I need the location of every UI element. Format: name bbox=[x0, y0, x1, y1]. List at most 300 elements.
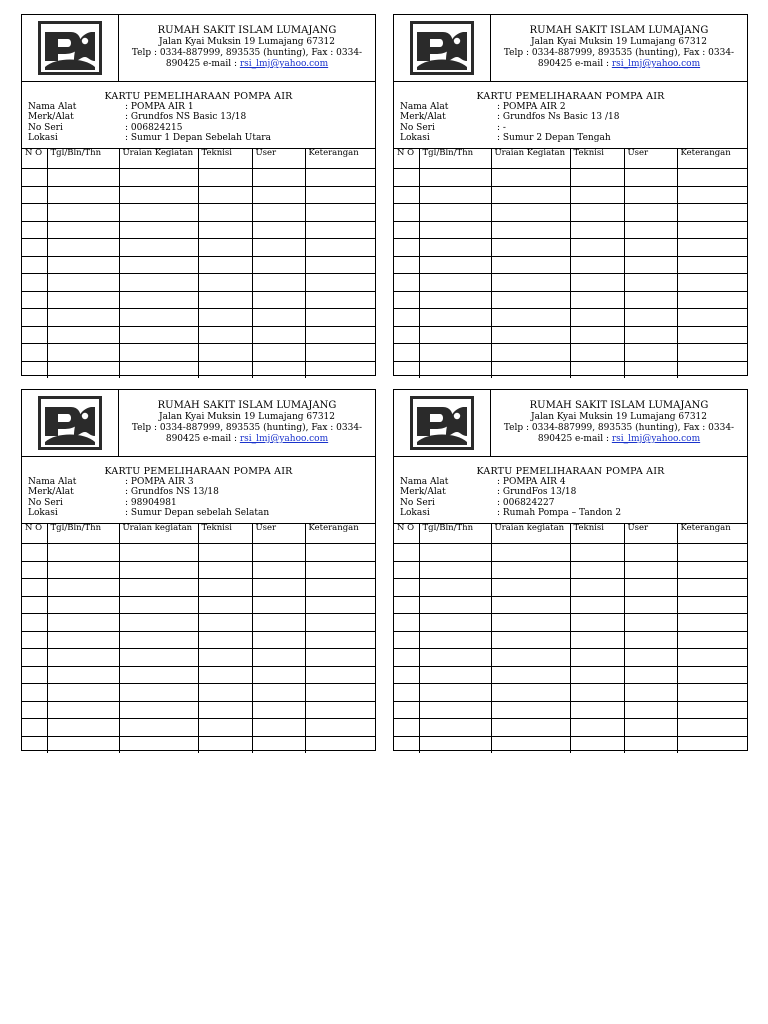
email-link[interactable]: rsi_lmj@yahoo.com bbox=[239, 59, 329, 69]
table-cell[interactable] bbox=[624, 631, 677, 649]
table-cell[interactable] bbox=[570, 221, 624, 239]
table-cell[interactable] bbox=[394, 684, 419, 702]
table-cell[interactable] bbox=[22, 649, 47, 667]
table-row bbox=[22, 631, 375, 649]
table-cell[interactable] bbox=[624, 344, 677, 362]
table-cell[interactable] bbox=[305, 596, 375, 614]
table-cell[interactable] bbox=[119, 204, 198, 222]
table-cell[interactable] bbox=[47, 169, 119, 187]
table-cell[interactable] bbox=[47, 256, 119, 274]
table-cell[interactable] bbox=[491, 221, 570, 239]
table-cell[interactable] bbox=[22, 221, 47, 239]
table-cell[interactable] bbox=[22, 309, 47, 327]
table-cell[interactable] bbox=[252, 204, 305, 222]
table-cell[interactable] bbox=[491, 326, 570, 344]
table-cell[interactable] bbox=[419, 291, 491, 309]
table-cell[interactable] bbox=[419, 719, 491, 737]
table-cell[interactable] bbox=[119, 684, 198, 702]
table-cell[interactable] bbox=[419, 666, 491, 684]
table-cell[interactable] bbox=[491, 596, 570, 614]
table-cell[interactable] bbox=[570, 274, 624, 292]
card-title: KARTU PEMELIHARAAN POMPA AIR bbox=[104, 91, 293, 102]
table-cell[interactable] bbox=[252, 186, 305, 204]
table-cell[interactable] bbox=[677, 701, 747, 719]
table-cell[interactable] bbox=[570, 649, 624, 667]
table-cell[interactable] bbox=[252, 719, 305, 737]
table-cell[interactable] bbox=[252, 344, 305, 362]
table-cell[interactable] bbox=[119, 579, 198, 597]
table-cell[interactable] bbox=[491, 361, 570, 378]
table-cell[interactable] bbox=[394, 274, 419, 292]
table-cell[interactable] bbox=[305, 736, 375, 753]
table-cell[interactable] bbox=[119, 309, 198, 327]
maintenance-log-table bbox=[394, 523, 747, 753]
table-cell[interactable] bbox=[22, 256, 47, 274]
table-cell[interactable] bbox=[22, 361, 47, 378]
table-cell[interactable] bbox=[419, 701, 491, 719]
table-cell[interactable] bbox=[47, 561, 119, 579]
table-cell[interactable] bbox=[47, 684, 119, 702]
table-cell[interactable] bbox=[419, 684, 491, 702]
table-cell[interactable] bbox=[22, 186, 47, 204]
table-cell[interactable] bbox=[570, 544, 624, 562]
table-cell[interactable] bbox=[419, 736, 491, 753]
table-cell[interactable] bbox=[119, 256, 198, 274]
table-cell[interactable] bbox=[419, 614, 491, 632]
table-cell[interactable] bbox=[570, 631, 624, 649]
table-cell[interactable] bbox=[305, 544, 375, 562]
table-cell[interactable] bbox=[394, 736, 419, 753]
table-cell[interactable] bbox=[305, 204, 375, 222]
table-cell[interactable] bbox=[198, 561, 252, 579]
table-cell[interactable] bbox=[119, 344, 198, 362]
table-cell[interactable] bbox=[419, 361, 491, 378]
table-cell[interactable] bbox=[198, 719, 252, 737]
table-cell[interactable] bbox=[47, 666, 119, 684]
table-cell[interactable] bbox=[491, 561, 570, 579]
table-cell[interactable] bbox=[624, 736, 677, 753]
table-cell[interactable] bbox=[677, 256, 747, 274]
table-cell[interactable] bbox=[198, 736, 252, 753]
table-cell[interactable] bbox=[22, 596, 47, 614]
table-cell[interactable] bbox=[394, 544, 419, 562]
table-cell[interactable] bbox=[419, 596, 491, 614]
table-cell[interactable] bbox=[305, 221, 375, 239]
table-cell[interactable] bbox=[252, 291, 305, 309]
table-cell[interactable] bbox=[252, 631, 305, 649]
table-cell[interactable] bbox=[22, 666, 47, 684]
table-cell[interactable] bbox=[677, 326, 747, 344]
table-cell[interactable] bbox=[198, 684, 252, 702]
table-cell[interactable] bbox=[624, 186, 677, 204]
table-cell[interactable] bbox=[570, 561, 624, 579]
table-cell[interactable] bbox=[677, 544, 747, 562]
table-cell[interactable] bbox=[47, 361, 119, 378]
table-cell[interactable] bbox=[570, 736, 624, 753]
table-cell[interactable] bbox=[394, 614, 419, 632]
table-cell[interactable] bbox=[677, 684, 747, 702]
table-cell[interactable] bbox=[491, 239, 570, 257]
table-cell[interactable] bbox=[677, 736, 747, 753]
table-cell[interactable] bbox=[491, 186, 570, 204]
table-cell[interactable] bbox=[119, 701, 198, 719]
table-cell[interactable] bbox=[22, 169, 47, 187]
table-cell[interactable] bbox=[624, 719, 677, 737]
table-cell[interactable] bbox=[22, 274, 47, 292]
table-cell[interactable] bbox=[119, 274, 198, 292]
table-cell[interactable] bbox=[198, 221, 252, 239]
table-cell[interactable] bbox=[198, 169, 252, 187]
table-cell[interactable] bbox=[305, 579, 375, 597]
table-cell[interactable] bbox=[305, 256, 375, 274]
table-cell[interactable] bbox=[624, 239, 677, 257]
table-cell[interactable] bbox=[624, 614, 677, 632]
table-cell[interactable] bbox=[47, 631, 119, 649]
table-cell[interactable] bbox=[394, 291, 419, 309]
table-cell[interactable] bbox=[394, 579, 419, 597]
table-cell[interactable] bbox=[419, 579, 491, 597]
table-row bbox=[22, 361, 375, 378]
table-cell[interactable] bbox=[47, 204, 119, 222]
table-cell[interactable] bbox=[624, 579, 677, 597]
table-cell[interactable] bbox=[624, 701, 677, 719]
table-cell[interactable] bbox=[119, 561, 198, 579]
table-cell[interactable] bbox=[677, 186, 747, 204]
table-cell[interactable] bbox=[570, 596, 624, 614]
table-cell[interactable] bbox=[119, 631, 198, 649]
table-cell[interactable] bbox=[491, 719, 570, 737]
table-cell[interactable] bbox=[677, 239, 747, 257]
table-cell[interactable] bbox=[491, 614, 570, 632]
table-cell[interactable] bbox=[47, 344, 119, 362]
table-cell[interactable] bbox=[624, 666, 677, 684]
table-cell[interactable] bbox=[252, 239, 305, 257]
table-cell[interactable] bbox=[419, 561, 491, 579]
table-cell[interactable] bbox=[22, 614, 47, 632]
table-cell[interactable] bbox=[47, 579, 119, 597]
table-cell[interactable] bbox=[394, 169, 419, 187]
table-cell[interactable] bbox=[419, 186, 491, 204]
table-cell[interactable] bbox=[305, 274, 375, 292]
table-cell[interactable] bbox=[198, 309, 252, 327]
table-cell[interactable] bbox=[198, 256, 252, 274]
table-cell[interactable] bbox=[419, 309, 491, 327]
table-cell[interactable] bbox=[252, 649, 305, 667]
table-cell[interactable] bbox=[252, 684, 305, 702]
table-cell[interactable] bbox=[394, 596, 419, 614]
table-cell[interactable] bbox=[252, 256, 305, 274]
table-cell[interactable] bbox=[570, 326, 624, 344]
table-cell[interactable] bbox=[252, 326, 305, 344]
table-cell[interactable] bbox=[394, 344, 419, 362]
table-cell[interactable] bbox=[252, 169, 305, 187]
table-cell[interactable] bbox=[570, 204, 624, 222]
table-cell[interactable] bbox=[677, 309, 747, 327]
table-cell[interactable] bbox=[119, 736, 198, 753]
table-cell[interactable] bbox=[47, 291, 119, 309]
table-cell[interactable] bbox=[22, 326, 47, 344]
table-cell[interactable] bbox=[677, 579, 747, 597]
table-cell[interactable] bbox=[570, 186, 624, 204]
table-cell[interactable] bbox=[305, 326, 375, 344]
table-cell[interactable] bbox=[570, 344, 624, 362]
table-cell[interactable] bbox=[305, 631, 375, 649]
table-cell[interactable] bbox=[419, 544, 491, 562]
table-cell[interactable] bbox=[305, 169, 375, 187]
table-cell[interactable] bbox=[119, 719, 198, 737]
table-cell[interactable] bbox=[419, 274, 491, 292]
table-cell[interactable] bbox=[305, 684, 375, 702]
table-cell[interactable] bbox=[394, 631, 419, 649]
table-cell[interactable] bbox=[47, 544, 119, 562]
table-cell[interactable] bbox=[119, 291, 198, 309]
table-cell[interactable] bbox=[491, 736, 570, 753]
table-cell[interactable] bbox=[624, 256, 677, 274]
table-cell[interactable] bbox=[198, 701, 252, 719]
table-cell[interactable] bbox=[119, 221, 198, 239]
table-cell[interactable] bbox=[491, 631, 570, 649]
table-cell[interactable] bbox=[198, 361, 252, 378]
table-cell[interactable] bbox=[119, 186, 198, 204]
table-cell[interactable] bbox=[305, 701, 375, 719]
table-cell[interactable] bbox=[22, 701, 47, 719]
table-cell[interactable] bbox=[22, 684, 47, 702]
table-cell[interactable] bbox=[570, 614, 624, 632]
table-cell[interactable] bbox=[198, 291, 252, 309]
table-cell[interactable] bbox=[252, 221, 305, 239]
hospital-fax-email bbox=[491, 434, 747, 445]
table-cell[interactable] bbox=[198, 274, 252, 292]
table-cell[interactable] bbox=[491, 204, 570, 222]
table-cell[interactable] bbox=[47, 719, 119, 737]
table-cell[interactable] bbox=[198, 239, 252, 257]
table-cell[interactable] bbox=[624, 544, 677, 562]
table-cell[interactable] bbox=[305, 719, 375, 737]
table-cell[interactable] bbox=[252, 736, 305, 753]
table-cell[interactable] bbox=[198, 649, 252, 667]
table-cell[interactable] bbox=[119, 169, 198, 187]
table-cell[interactable] bbox=[198, 186, 252, 204]
table-cell[interactable] bbox=[305, 361, 375, 378]
table-cell[interactable] bbox=[624, 309, 677, 327]
table-cell[interactable] bbox=[677, 649, 747, 667]
table-cell[interactable] bbox=[491, 169, 570, 187]
table-cell[interactable] bbox=[394, 204, 419, 222]
table-cell[interactable] bbox=[119, 666, 198, 684]
table-cell[interactable] bbox=[394, 326, 419, 344]
table-cell[interactable] bbox=[624, 361, 677, 378]
table-cell[interactable] bbox=[198, 631, 252, 649]
table-cell[interactable] bbox=[419, 326, 491, 344]
table-cell[interactable] bbox=[394, 186, 419, 204]
table-cell[interactable] bbox=[198, 614, 252, 632]
table-cell[interactable] bbox=[570, 579, 624, 597]
table-cell[interactable] bbox=[677, 666, 747, 684]
table-cell[interactable] bbox=[677, 361, 747, 378]
table-cell[interactable] bbox=[624, 326, 677, 344]
table-cell[interactable] bbox=[491, 666, 570, 684]
table-cell[interactable] bbox=[119, 361, 198, 378]
email-link[interactable]: rsi_lmj@yahoo.com bbox=[611, 434, 701, 444]
lokasi-label: Lokasi bbox=[28, 507, 58, 518]
table-cell[interactable] bbox=[22, 204, 47, 222]
table-cell[interactable] bbox=[624, 291, 677, 309]
table-cell[interactable] bbox=[305, 309, 375, 327]
table-cell[interactable] bbox=[198, 596, 252, 614]
table-cell[interactable] bbox=[624, 596, 677, 614]
table-cell[interactable] bbox=[22, 736, 47, 753]
table-cell[interactable] bbox=[252, 544, 305, 562]
table-cell[interactable] bbox=[394, 256, 419, 274]
table-cell[interactable] bbox=[47, 614, 119, 632]
table-cell[interactable] bbox=[198, 544, 252, 562]
table-cell[interactable] bbox=[570, 701, 624, 719]
table-cell[interactable] bbox=[624, 169, 677, 187]
table-cell[interactable] bbox=[419, 169, 491, 187]
table-cell[interactable] bbox=[677, 344, 747, 362]
table-cell[interactable] bbox=[570, 684, 624, 702]
table-cell[interactable] bbox=[119, 544, 198, 562]
table-cell[interactable] bbox=[419, 239, 491, 257]
table-cell[interactable] bbox=[419, 221, 491, 239]
table-cell[interactable] bbox=[252, 561, 305, 579]
table-cell[interactable] bbox=[570, 256, 624, 274]
table-cell[interactable] bbox=[491, 579, 570, 597]
table-cell[interactable] bbox=[394, 361, 419, 378]
table-cell[interactable] bbox=[305, 186, 375, 204]
table-cell[interactable] bbox=[394, 649, 419, 667]
table-cell[interactable] bbox=[47, 701, 119, 719]
table-cell[interactable] bbox=[419, 631, 491, 649]
table-cell[interactable] bbox=[198, 666, 252, 684]
table-cell[interactable] bbox=[624, 561, 677, 579]
table-cell[interactable] bbox=[119, 596, 198, 614]
table-cell[interactable] bbox=[22, 579, 47, 597]
table-cell[interactable] bbox=[394, 239, 419, 257]
table-cell[interactable] bbox=[624, 649, 677, 667]
table-cell[interactable] bbox=[570, 719, 624, 737]
table-cell[interactable] bbox=[570, 666, 624, 684]
table-cell[interactable] bbox=[419, 204, 491, 222]
table-cell[interactable] bbox=[252, 579, 305, 597]
table-cell[interactable] bbox=[198, 326, 252, 344]
table-cell[interactable] bbox=[252, 309, 305, 327]
table-cell[interactable] bbox=[22, 291, 47, 309]
table-cell[interactable] bbox=[394, 719, 419, 737]
table-cell[interactable] bbox=[624, 204, 677, 222]
table-cell[interactable] bbox=[198, 204, 252, 222]
table-cell[interactable] bbox=[624, 221, 677, 239]
table-cell[interactable] bbox=[22, 344, 47, 362]
table-cell[interactable] bbox=[419, 256, 491, 274]
table-cell[interactable] bbox=[22, 239, 47, 257]
table-cell[interactable] bbox=[570, 291, 624, 309]
table-cell[interactable] bbox=[47, 596, 119, 614]
table-cell[interactable] bbox=[677, 631, 747, 649]
table-cell[interactable] bbox=[491, 544, 570, 562]
table-cell[interactable] bbox=[252, 666, 305, 684]
table-cell[interactable] bbox=[119, 614, 198, 632]
table-cell[interactable] bbox=[394, 221, 419, 239]
table-cell[interactable] bbox=[305, 649, 375, 667]
table-cell[interactable] bbox=[394, 701, 419, 719]
table-cell[interactable] bbox=[491, 274, 570, 292]
table-cell[interactable] bbox=[677, 274, 747, 292]
table-row bbox=[394, 204, 747, 222]
table-cell[interactable] bbox=[394, 561, 419, 579]
table-cell[interactable] bbox=[491, 291, 570, 309]
table-cell[interactable] bbox=[119, 239, 198, 257]
table-cell[interactable] bbox=[394, 666, 419, 684]
table-cell[interactable] bbox=[119, 649, 198, 667]
email-link[interactable]: rsi_lmj@yahoo.com bbox=[239, 434, 329, 444]
table-cell[interactable] bbox=[252, 701, 305, 719]
table-cell[interactable] bbox=[677, 614, 747, 632]
table-cell[interactable] bbox=[305, 561, 375, 579]
table-cell[interactable] bbox=[198, 579, 252, 597]
table-cell[interactable] bbox=[305, 239, 375, 257]
table-cell[interactable] bbox=[47, 186, 119, 204]
table-cell[interactable] bbox=[119, 326, 198, 344]
table-cell[interactable] bbox=[491, 684, 570, 702]
table-cell[interactable] bbox=[22, 544, 47, 562]
table-cell[interactable] bbox=[47, 649, 119, 667]
table-cell[interactable] bbox=[47, 221, 119, 239]
table-cell[interactable] bbox=[305, 666, 375, 684]
table-cell[interactable] bbox=[570, 239, 624, 257]
table-cell[interactable] bbox=[305, 291, 375, 309]
table-cell[interactable] bbox=[624, 684, 677, 702]
table-cell[interactable] bbox=[624, 274, 677, 292]
table-cell[interactable] bbox=[677, 291, 747, 309]
table-cell[interactable] bbox=[252, 274, 305, 292]
table-cell[interactable] bbox=[305, 344, 375, 362]
table-cell[interactable] bbox=[47, 309, 119, 327]
table-cell[interactable] bbox=[394, 309, 419, 327]
table-cell[interactable] bbox=[677, 719, 747, 737]
table-cell[interactable] bbox=[47, 736, 119, 753]
table-cell[interactable] bbox=[47, 274, 119, 292]
table-cell[interactable] bbox=[22, 719, 47, 737]
table-cell[interactable] bbox=[419, 344, 491, 362]
table-cell[interactable] bbox=[677, 561, 747, 579]
table-cell[interactable] bbox=[491, 649, 570, 667]
table-cell[interactable] bbox=[677, 221, 747, 239]
table-cell[interactable] bbox=[677, 204, 747, 222]
table-cell[interactable] bbox=[22, 561, 47, 579]
table-cell[interactable] bbox=[677, 169, 747, 187]
table-cell[interactable] bbox=[252, 596, 305, 614]
table-cell[interactable] bbox=[252, 614, 305, 632]
email-link[interactable]: rsi_lmj@yahoo.com bbox=[611, 59, 701, 69]
table-cell[interactable] bbox=[491, 309, 570, 327]
table-cell[interactable] bbox=[47, 239, 119, 257]
table-cell[interactable] bbox=[47, 326, 119, 344]
table-cell[interactable] bbox=[570, 309, 624, 327]
table-cell[interactable] bbox=[305, 614, 375, 632]
table-cell[interactable] bbox=[491, 701, 570, 719]
table-cell[interactable] bbox=[419, 649, 491, 667]
table-cell[interactable] bbox=[22, 631, 47, 649]
table-cell[interactable] bbox=[677, 596, 747, 614]
merk-alat-value: : Grundfos Ns Basic 13 /18 bbox=[497, 112, 620, 123]
table-cell[interactable] bbox=[491, 256, 570, 274]
table-cell[interactable] bbox=[570, 361, 624, 378]
table-cell[interactable] bbox=[198, 344, 252, 362]
table-cell[interactable] bbox=[252, 361, 305, 378]
table-cell[interactable] bbox=[570, 169, 624, 187]
table-cell[interactable] bbox=[491, 344, 570, 362]
